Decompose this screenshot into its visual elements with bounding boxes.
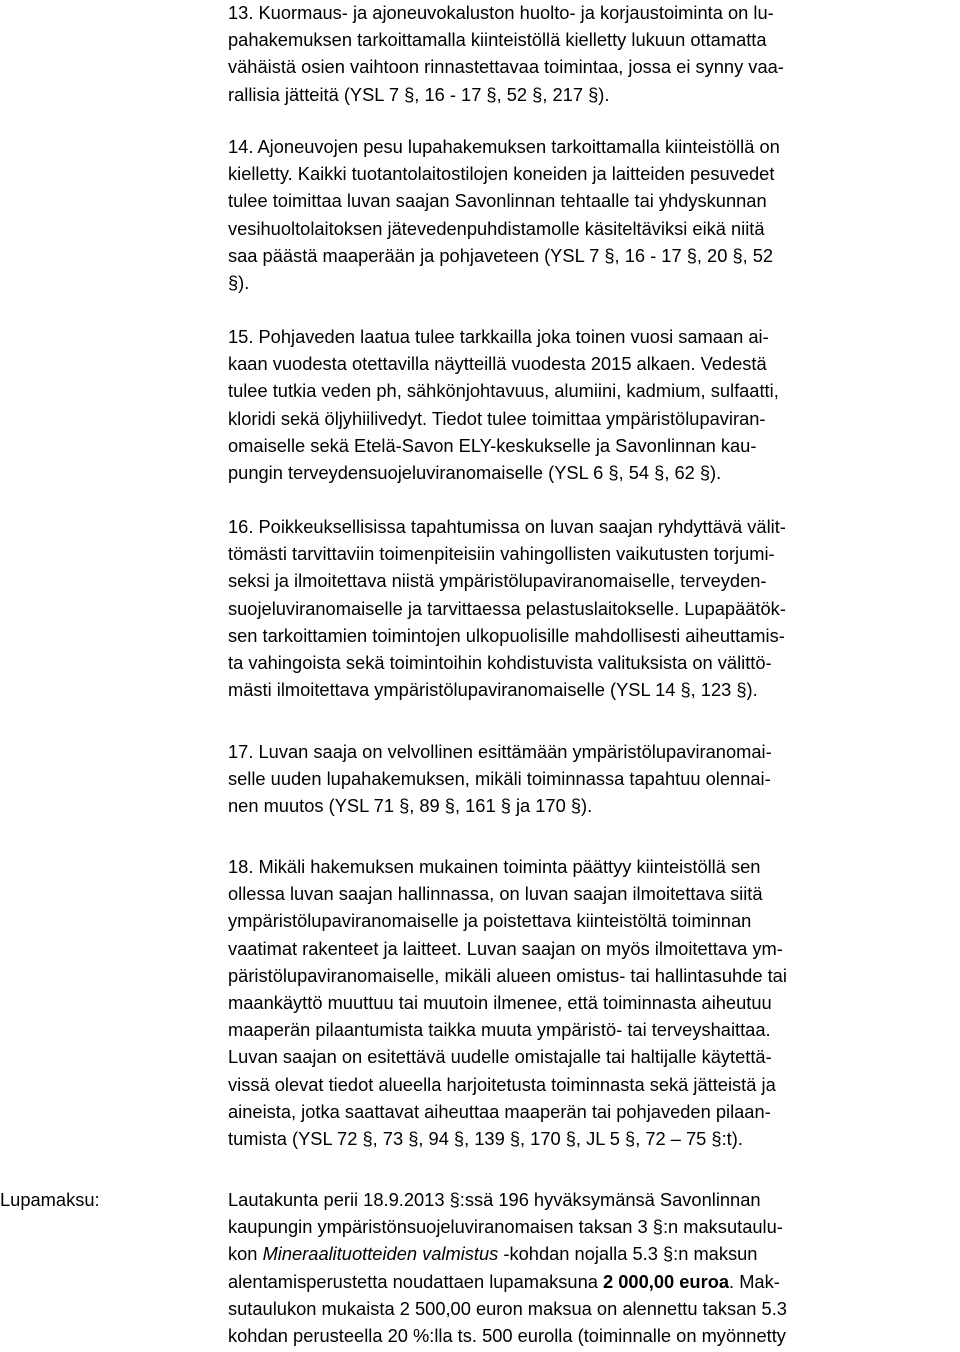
text-line: 17. Luvan saaja on velvollinen esittämään ympäristölupaviranomai- bbox=[228, 741, 772, 762]
text-line: vissä olevat tiedot alueella harjoitetusta toiminnasta sekä jätteistä ja bbox=[228, 1073, 776, 1095]
text-line: omaiselle sekä Etelä-Savon ELY-keskukselle ja Savonlinnan kau- bbox=[228, 434, 757, 456]
text-line: vesihuoltolaitoksen jätevedenpuhdistamolle käsiteltäviksi eikä niitä bbox=[228, 217, 765, 239]
text-line: 18. Mikäli hakemuksen mukainen toiminta päättyy kiinteistöllä sen bbox=[228, 856, 761, 877]
text-line: tömästi tarvittaviin toimenpiteisiin vahingollisten vaikutusten torjumi- bbox=[228, 543, 775, 565]
condition-13 bbox=[228, 0, 954, 108]
text-segment: . Mak- bbox=[729, 1270, 780, 1292]
text-line: maaperän pilaantumista taikka muuta ympäristö- tai terveyshaittaa. bbox=[228, 1019, 771, 1041]
text-line: Lautakunta perii 18.9.2013 §:ssä 196 hyväksymänsä Savonlinnan bbox=[228, 1189, 761, 1210]
text-line: kloridi sekä öljyhiilivedyt. Tiedot tulee toimittaa ympäristölupaviran- bbox=[228, 407, 766, 429]
text-line: sen tarkoittamien toimintojen ulkopuolisille mahdollisesti aiheuttamis- bbox=[228, 624, 785, 646]
text-line: 16. Poikkeuksellisissa tapahtumissa on luvan saajan ryhdyttävä välit- bbox=[228, 516, 786, 537]
text-segment: -kohdan nojalla 5.3 §:n maksun bbox=[498, 1243, 758, 1265]
text-segment: kon bbox=[228, 1243, 263, 1265]
text-line: 14. Ajoneuvojen pesu lupahakemuksen tarkoittamalla kiinteistöllä on bbox=[228, 136, 780, 157]
text-line bbox=[228, 1268, 954, 1295]
text-line: nen muutos (YSL 71 §, 89 §, 161 § ja 170 §). bbox=[228, 795, 593, 817]
fee-amount: 2 000,00 euroa bbox=[603, 1270, 730, 1292]
text-line: tumista (YSL 72 §, 73 §, 94 §, 139 §, 170 §, JL 5 §, 72 – 75 §:t). bbox=[228, 1128, 743, 1150]
text-line: ta vahingoista sekä toimintoihin kohdistuvista valituksista on välittö- bbox=[228, 652, 772, 674]
text-line: sutaulukon mukaista 2 500,00 euron maksua on alennettu taksan 5.3 bbox=[228, 1297, 787, 1319]
text-line: §). bbox=[228, 272, 250, 294]
text-line: selle uuden lupahakemuksen, mikäli toiminnassa tapahtuu olennai- bbox=[228, 768, 771, 790]
condition-18 bbox=[228, 853, 954, 1152]
condition-17 bbox=[228, 738, 954, 820]
text-line: saa päästä maaperään ja pohjaveteen (YSL 7 §, 16 - 17 §, 20 §, 52 bbox=[228, 244, 774, 266]
text-line: ollessa luvan saajan hallinnassa, on luvan saajan ilmoitettava siitä bbox=[228, 883, 763, 905]
text-line: 13. Kuormaus- ja ajoneuvokaluston huolto- ja korjaustoiminta on lu- bbox=[228, 2, 774, 23]
lupamaksu-text bbox=[228, 1186, 954, 1349]
text-line: kaupungin ympäristönsuojeluviranomaisen taksan 3 §:n maksutaulu- bbox=[228, 1216, 783, 1238]
text-line: mästi ilmoitettava ympäristölupaviranomaiselle (YSL 14 §, 123 §). bbox=[228, 679, 758, 701]
italic-term: Mineraalituotteiden valmistus bbox=[262, 1243, 499, 1265]
text-line bbox=[228, 1240, 954, 1267]
text-line: tulee tutkia veden ph, sähkönjohtavuus, alumiini, kadmium, sulfaatti, bbox=[228, 380, 779, 402]
condition-15 bbox=[228, 323, 954, 486]
text-line: kohdan perusteella 20 %:lla ts. 500 eurolla (toiminnalle on myönnetty bbox=[228, 1325, 786, 1347]
text-line: tulee toimittaa luvan saajan Savonlinnan tehtaalle tai yhdyskunnan bbox=[228, 190, 767, 212]
text-line: Luvan saajan on esitettävä uudelle omistajalle tai haltijalle käytettä- bbox=[228, 1046, 772, 1068]
text-line: suojeluviranomaiselle ja tarvittaessa pelastuslaitokselle. Lupapäätök- bbox=[228, 597, 786, 619]
text-line: 15. Pohjaveden laatua tulee tarkkailla joka toinen vuosi samaan ai- bbox=[228, 326, 769, 347]
text-line: aineista, jotka saattavat aiheuttaa maaperän tai pohjaveden pilaan- bbox=[228, 1100, 771, 1122]
text-line: rallisia jätteitä (YSL 7 §, 16 - 17 §, 52 §, 217 §). bbox=[228, 83, 610, 105]
text-line: seksi ja ilmoitettava niistä ympäristölupaviranomaiselle, terveyden- bbox=[228, 570, 767, 592]
text-segment: alentamisperustetta noudattaen lupamaksuna bbox=[228, 1270, 604, 1292]
text-line: pahakemuksen tarkoittamalla kiinteistöllä kielletty lukuun ottamatta bbox=[228, 29, 767, 51]
text-line: maankäyttö muuttuu tai muutoin ilmenee, että toiminnasta aiheutuu bbox=[228, 992, 772, 1014]
text-line: vähäistä osien vaihtoon rinnastettavaa toimintaa, jossa ei synny vaa- bbox=[228, 56, 784, 78]
text-line: pungin terveydensuojeluviranomaiselle (YSL 6 §, 54 §, 62 §). bbox=[228, 462, 722, 484]
lupamaksu-label: Lupamaksu: bbox=[0, 1189, 100, 1210]
condition-14 bbox=[228, 133, 954, 296]
condition-16 bbox=[228, 513, 954, 703]
text-line: ympäristölupaviranomaiselle ja poistettava kiinteistöltä toiminnan bbox=[228, 910, 752, 932]
text-line: kaan vuodesta otettavilla näytteillä vuodesta 2015 alkaen. Vedestä bbox=[228, 353, 767, 375]
text-line: kielletty. Kaikki tuotantolaitostilojen koneiden ja laitteiden pesuvedet bbox=[228, 163, 775, 185]
text-line: vaatimat rakenteet ja laitteet. Luvan saajan on myös ilmoitettava ym- bbox=[228, 937, 783, 959]
text-line: päristölupaviranomaiselle, mikäli alueen omistus- tai hallintasuhde tai bbox=[228, 964, 787, 986]
